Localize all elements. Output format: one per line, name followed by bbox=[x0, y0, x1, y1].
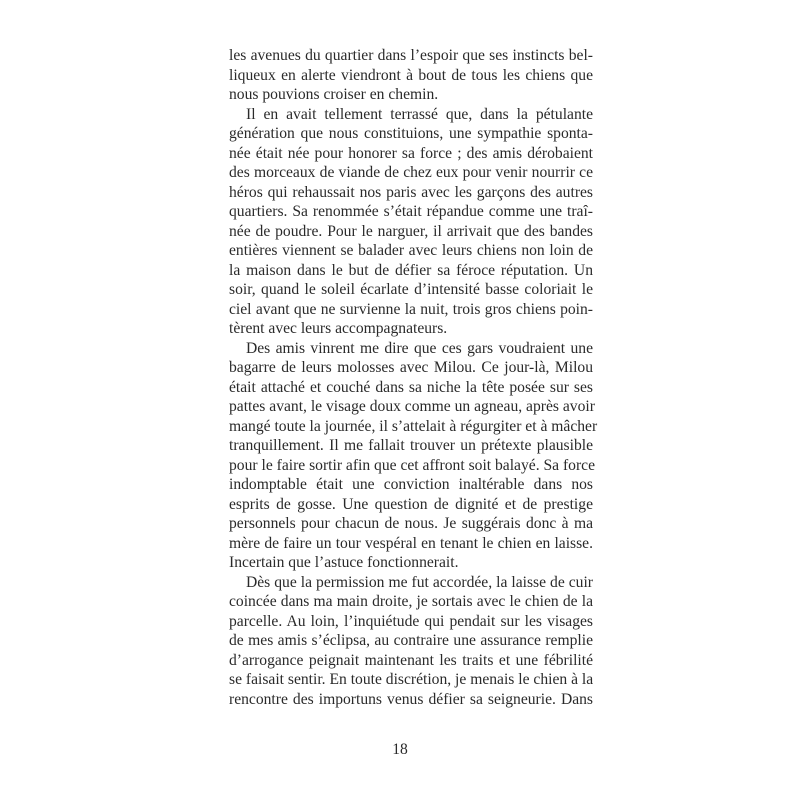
text-line: se faisait sentir. En toute discrétion, je menais le chien à la bbox=[229, 671, 594, 688]
text-line: héros qui rehaussait nos paris avec les garçons des autres bbox=[229, 183, 593, 201]
text-line: esprits de gosse. Une question de dignité et de prestige bbox=[229, 495, 593, 513]
text-line: coincée dans ma main droite, je sortais avec le chien de la bbox=[229, 593, 593, 610]
text-line: quartiers. Sa renommée s’était répandue comme une traî- bbox=[229, 203, 593, 220]
text-line: les avenues du quartier dans l’espoir que ses instincts bel- bbox=[229, 47, 593, 64]
text-line: ciel avant que ne survienne la nuit, trois gros chiens poin- bbox=[229, 300, 593, 318]
text-line: des morceaux de viande de chez eux pour venir nourrir ce bbox=[229, 164, 593, 181]
text-line: soir, quand le soleil écarlate d’intensité basse coloriait le bbox=[229, 281, 593, 298]
paragraph bbox=[229, 105, 593, 339]
paragraph bbox=[229, 46, 593, 105]
text-line: pour le faire sortir afin que cet affront soit balayé. Sa force bbox=[229, 456, 596, 474]
text-line: d’arrogance peignait maintenant les traits et une fébrilité bbox=[229, 651, 593, 669]
text-line: bagarre de leurs molosses avec Milou. Ce jour-là, Milou bbox=[229, 359, 593, 376]
text-line: rencontre des importuns venus défier sa seigneurie. Dans bbox=[229, 690, 593, 708]
text-line: pattes avant, le visage doux comme un agneau, après avoir bbox=[229, 398, 595, 415]
text-line: née de poudre. Pour le narguer, il arrivait que des bandes bbox=[229, 222, 593, 240]
text-line: liqueux en alerte viendront à bout de tous les chiens que bbox=[229, 66, 593, 84]
text-line: tranquillement. Il me fallait trouver un prétexte plausible bbox=[229, 437, 593, 454]
text-line: entières viennent se balader avec leurs chiens non loin de bbox=[229, 242, 593, 259]
text-line: Des amis vinrent me dire que ces gars voudraient une bbox=[246, 339, 593, 357]
text-line: Dès que la permission me fut accordée, la laisse de cuir bbox=[246, 573, 593, 591]
text-line: Incertain que l’astuce fonctionnerait. bbox=[229, 554, 459, 571]
page-number: 18 bbox=[392, 741, 408, 758]
text-line: née était née pour honorer sa force ; des amis dérobaient bbox=[229, 144, 593, 162]
text-line: mère de faire un tour vespéral en tenant le chien en laisse. bbox=[229, 534, 593, 552]
paragraph bbox=[229, 339, 598, 573]
text-line: était attaché et couché dans sa niche la tête posée sur ses bbox=[229, 378, 593, 396]
text-line: parcelle. Au loin, l’inquiétude qui pendait sur les visages bbox=[229, 612, 593, 630]
text-line: tèrent avec leurs accompagnateurs. bbox=[229, 320, 448, 337]
text-line: de mes amis s’éclipsa, au contraire une assurance remplie bbox=[229, 632, 593, 649]
text-line: Il en avait tellement terrassé que, dans la pétulante bbox=[246, 105, 593, 123]
text-line: mangé toute la journée, il s’attelait à régurgiter et à mâcher bbox=[229, 417, 598, 435]
text-line: indomptable était une conviction inaltérable dans nos bbox=[229, 476, 593, 493]
body-text bbox=[229, 46, 598, 709]
paragraph bbox=[229, 573, 593, 710]
text-line: génération que nous constituions, une sympathie sponta- bbox=[229, 125, 593, 142]
text-line: la maison dans le but de défier sa féroce réputation. Un bbox=[229, 261, 593, 279]
text-line: personnels pour chacun de nous. Je suggérais donc à ma bbox=[229, 515, 593, 532]
text-line: nous pouvions croiser en chemin. bbox=[229, 86, 439, 103]
